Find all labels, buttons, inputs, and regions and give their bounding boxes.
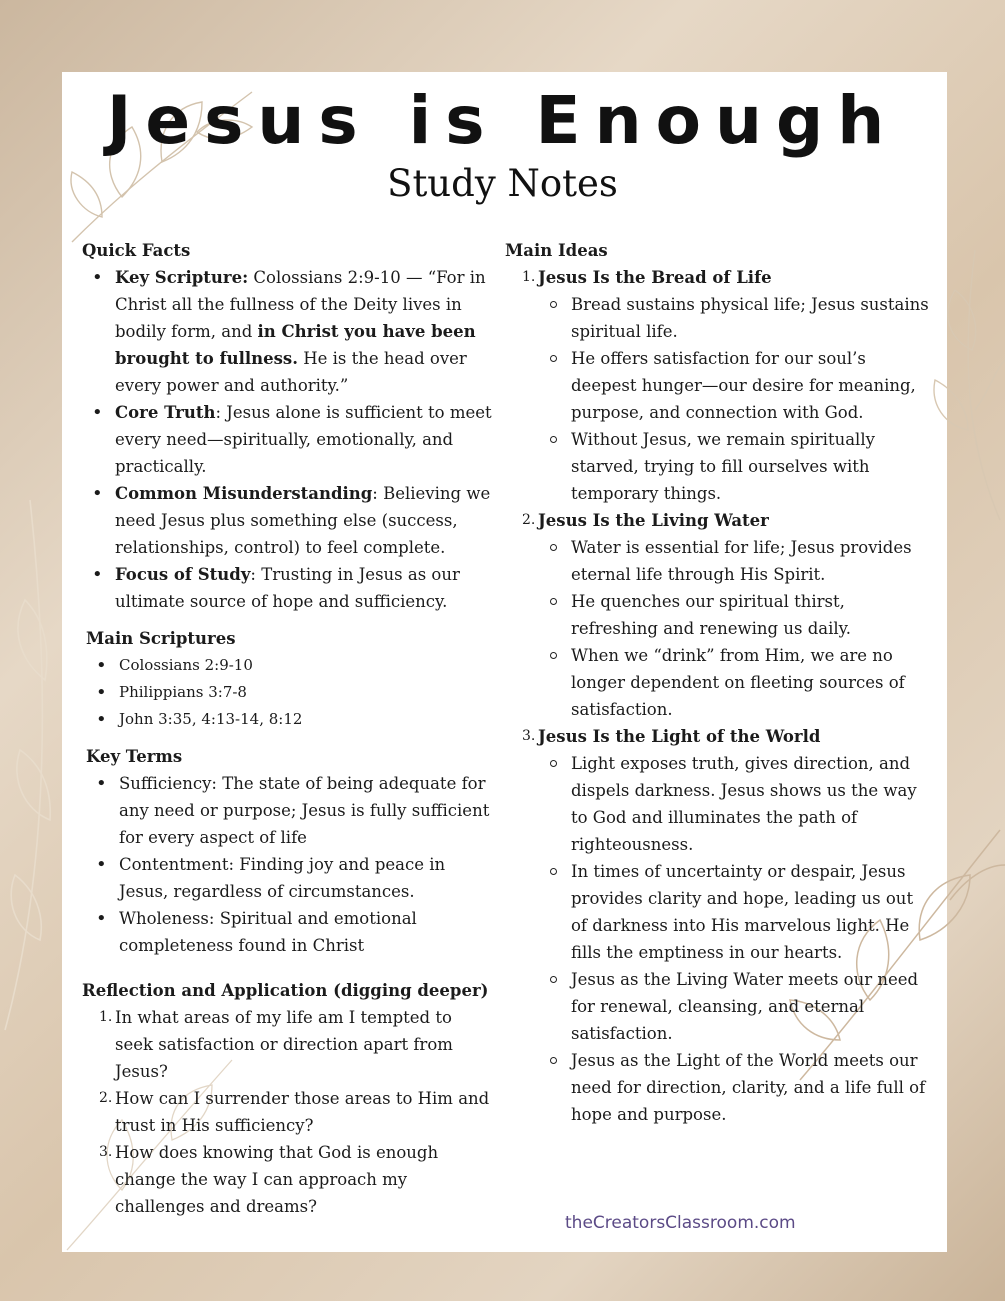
fact-label: Focus of Study [115, 565, 251, 584]
reflection-heading: Reflection and Application (digging deeper) [82, 981, 489, 1000]
idea-points [538, 534, 930, 723]
list-item: • Wholeness: Spiritual and emotional completeness found in Christ [82, 905, 492, 959]
left-column [82, 237, 492, 1220]
main-ideas-list [505, 264, 930, 1128]
list-item: Bread sustains physical life; Jesus sustains spiritual life. [538, 291, 930, 345]
list-item [82, 561, 492, 615]
reflection-list [82, 1004, 492, 1220]
list-item [505, 507, 930, 723]
quick-facts-heading: Quick Facts [82, 241, 191, 260]
fact-emphasis: in Christ you have been brought to fullness. [115, 322, 476, 368]
key-terms-heading: Key Terms [86, 747, 183, 766]
item-number: 1. [99, 1009, 113, 1025]
list-item: • Contentment: Finding joy and peace in Jesus, regardless of circumstances. [82, 851, 492, 905]
list-item [82, 1085, 492, 1139]
fact-text: : Jesus alone is sufficient to meet every need—spiritually, emotionally, and practically. [115, 403, 492, 476]
fact-text: : Believing we need Jesus plus something else (success, relationships, control) to feel complete. [115, 484, 491, 557]
list-item [82, 1139, 492, 1220]
site-url-link[interactable]: theCreatorsClassroom.com [565, 1213, 796, 1233]
right-column [505, 237, 930, 1128]
main-ideas-heading: Main Ideas [505, 241, 608, 260]
page-title: Jesus is Enough [106, 82, 899, 159]
list-item [82, 264, 492, 399]
question-text: How can I surrender those areas to Him and trust in His sufficiency? [115, 1089, 490, 1135]
item-number: 3. [99, 1144, 113, 1160]
idea-title: Jesus Is the Living Water [538, 511, 769, 530]
fact-label: Common Misunderstanding [115, 484, 373, 503]
fact-label: Core Truth [115, 403, 216, 422]
item-number: 1. [522, 269, 536, 285]
list-item: Jesus as the Living Water meets our need for renewal, cleansing, and eternal satisfaction. [538, 966, 930, 1047]
idea-title: Jesus Is the Light of the World [538, 727, 821, 746]
page-subtitle: Study Notes [387, 162, 618, 205]
list-item: Without Jesus, we remain spiritually starved, trying to fill ourselves with temporary things. [538, 426, 930, 507]
fact-text: : Trusting in Jesus as our ultimate source of hope and sufficiency. [115, 565, 460, 611]
fact-text: He is the head over every power and authority.” [115, 349, 467, 395]
list-item [505, 264, 930, 507]
list-item: • Sufficiency: The state of being adequate for any need or purpose; Jesus is fully sufficient for every aspect of life [82, 770, 492, 851]
fact-label: Key Scripture: [115, 268, 249, 287]
idea-points [538, 291, 930, 507]
list-item: • John 3:35, 4:13-14, 8:12 [82, 706, 492, 733]
list-item [82, 480, 492, 561]
main-scriptures-list [82, 652, 492, 733]
list-item [82, 1004, 492, 1085]
leaf-decoration-left-icon [0, 480, 70, 1040]
list-item: • Colossians 2:9-10 [82, 652, 492, 679]
list-item: • Philippians 3:7-8 [82, 679, 492, 706]
item-number: 2. [522, 512, 536, 528]
list-item: Jesus as the Light of the World meets our need for direction, clarity, and a life full of hope and purpose. [538, 1047, 930, 1128]
fact-text: Colossians 2:9-10 — “For in Christ all the fullness of the Deity lives in bodily form, and [115, 268, 486, 341]
key-terms-list [82, 770, 492, 959]
quick-facts-list [82, 264, 492, 615]
idea-points [538, 750, 930, 1128]
idea-title: Jesus Is the Bread of Life [538, 268, 772, 287]
list-item [82, 399, 492, 480]
list-item: Water is essential for life; Jesus provides eternal life through His Spirit. [538, 534, 930, 588]
list-item: He offers satisfaction for our soul’s deepest hunger—our desire for meaning, purpose, and connection with God. [538, 345, 930, 426]
question-text: In what areas of my life am I tempted to seek satisfaction or direction apart from Jesus? [115, 1008, 453, 1081]
list-item [505, 723, 930, 1128]
list-item: He quenches our spiritual thirst, refreshing and renewing us daily. [538, 588, 930, 642]
question-text: How does knowing that God is enough change the way I can approach my challenges and dreams? [115, 1143, 439, 1216]
list-item: When we “drink” from Him, we are no longer dependent on fleeting sources of satisfaction. [538, 642, 930, 723]
item-number: 2. [99, 1090, 113, 1106]
item-number: 3. [522, 728, 536, 744]
list-item: In times of uncertainty or despair, Jesus provides clarity and hope, leading us out of darkness into His marvelous light. He fills the emptiness in our hearts. [538, 858, 930, 966]
main-scriptures-heading: Main Scriptures [86, 629, 236, 648]
list-item: Light exposes truth, gives direction, and dispels darkness. Jesus shows us the way to God and illuminates the path of righteousness. [538, 750, 930, 858]
